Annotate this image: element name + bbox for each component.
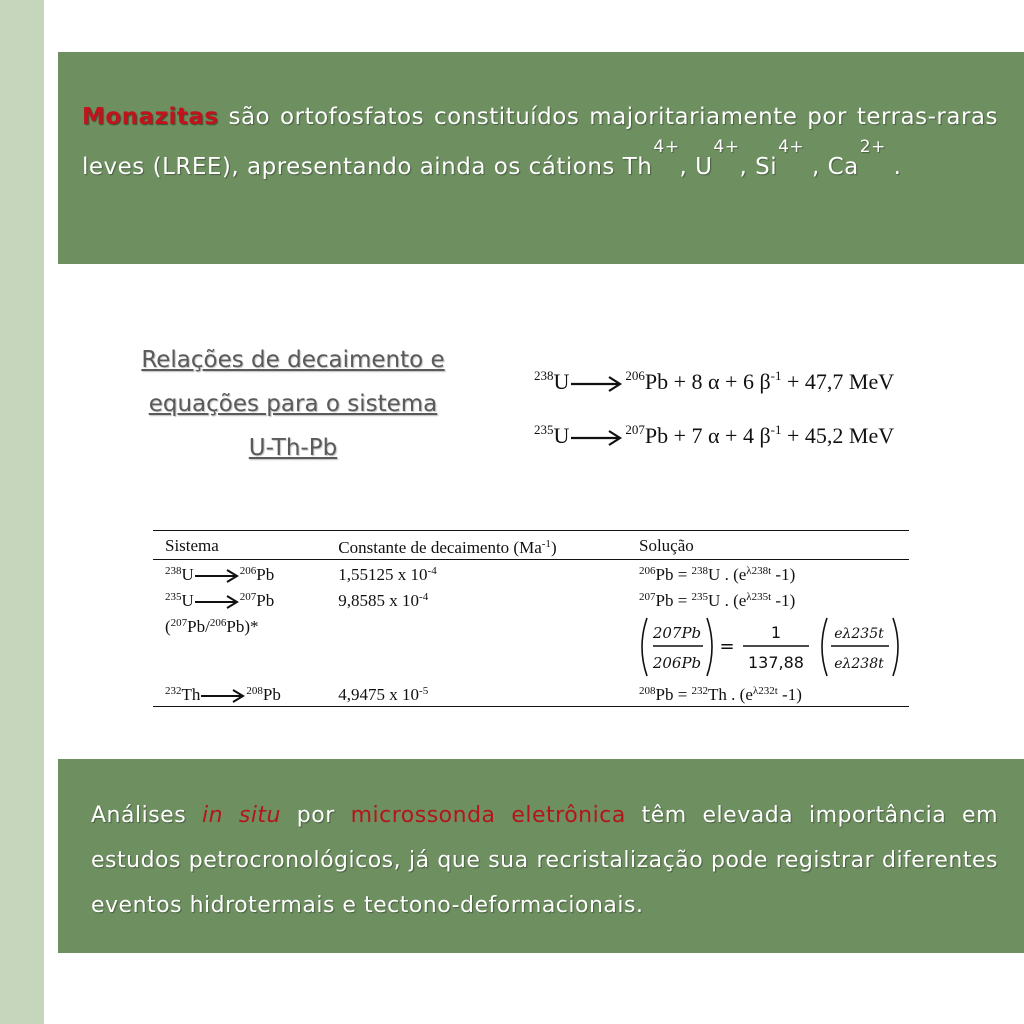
formula-den-left: 206Pb — [652, 654, 702, 672]
ion-th: $Th^{4+}$ — [622, 137, 680, 180]
cell-solucao: $^{208}$Pb = $^{232}$Th . ($e^{\lambda 232t}$ -1) — [639, 685, 802, 704]
table-header-row — [153, 531, 909, 560]
ratio-formula — [639, 614, 909, 680]
side-strip — [0, 0, 44, 1024]
cell-solucao: $^{206}$Pb = $^{238}$U . ($e^{\lambda 238t}$ -1) — [639, 565, 796, 584]
table-row — [153, 680, 909, 707]
formula-one: 1 — [770, 623, 782, 642]
arrow-icon — [571, 376, 623, 392]
cell-sistema: $^{238}$U $^{206}$Pb — [165, 565, 275, 584]
decay-section-title: Relações de decaimento e equações para o sistema U-Th-Pb — [141, 347, 445, 461]
table-row — [153, 612, 909, 680]
monazitas-highlight: Monazitas — [82, 104, 219, 130]
header-constante: Constante de decaimento $(Ma^{-1})$ — [338, 538, 557, 557]
cell-sistema: $^{232}$Th $^{208}$Pb — [165, 685, 281, 704]
table-row — [153, 560, 909, 587]
equation-u235: $^{235}$U $^{207}$Pb + 7 α + 4 $\beta^{-1} + 45,2$ MeV — [534, 422, 895, 448]
header-sistema: Sistema — [165, 536, 219, 555]
ion-u: $U^{4+}$ — [695, 137, 740, 180]
in-situ-highlight: in situ — [201, 803, 281, 828]
cell-solucao-formula — [627, 612, 909, 680]
decay-constants-table — [153, 530, 909, 707]
decay-equations — [534, 356, 894, 464]
ion-si: $Si^{4+}$ — [755, 137, 805, 180]
arrow-icon — [195, 595, 239, 609]
arrow-icon — [195, 569, 239, 583]
intro-paragraph: Monazitas são ortofosfatos constituídos majoritariamente por terras-raras leves (LREE), apresentando ainda os cátions $Th^{4+}$, $U^{4+}$, $Si^{4+}$ , $Ca^{2+}$ . — [82, 104, 998, 180]
arrow-icon — [571, 430, 623, 446]
formula-den-right: eλ238t — [834, 656, 884, 672]
closing-panel — [58, 759, 1024, 953]
cell-sistema: $^{235}$U $^{207}$Pb — [165, 591, 275, 610]
intro-panel — [58, 52, 1024, 264]
cell-constante: 9,8585 x $10^{-4}$ — [338, 591, 429, 610]
ion-ca: $Ca^{2+}$ — [827, 137, 886, 180]
cell-sistema: ($^{207}$Pb/$^{206}$Pb)* — [165, 617, 259, 636]
microssonda-highlight: microssonda eletrônica — [350, 803, 626, 828]
formula-num-right: eλ235t — [834, 626, 884, 642]
closing-paragraph: Análises in situ por microssonda eletrônica têm elevada importância em estudos petrocronológicos, já que sua recristalização pode registrar diferentes eventos hidrotermais e tectono-deformacionais. — [91, 803, 998, 918]
formula-num-left: 207Pb — [652, 624, 702, 642]
equation-u238: $^{238}$U $^{206}$Pb + 8 α + 6 $\beta^{-1} + 47,7$ MeV — [534, 368, 895, 394]
formula-divisor: 137,88 — [748, 653, 804, 672]
header-solucao: Solução — [639, 536, 694, 555]
formula-equals: = — [719, 636, 735, 657]
cell-solucao: $^{207}$Pb = $^{235}$U . ($e^{\lambda 235t}$ -1) — [639, 591, 796, 610]
cell-constante — [326, 612, 627, 680]
arrow-icon — [201, 689, 245, 703]
cell-constante: 4,9475 x $10^{-5}$ — [338, 685, 429, 704]
table-row — [153, 586, 909, 612]
cell-constante: 1,55125 x $10^{-4}$ — [338, 565, 437, 584]
